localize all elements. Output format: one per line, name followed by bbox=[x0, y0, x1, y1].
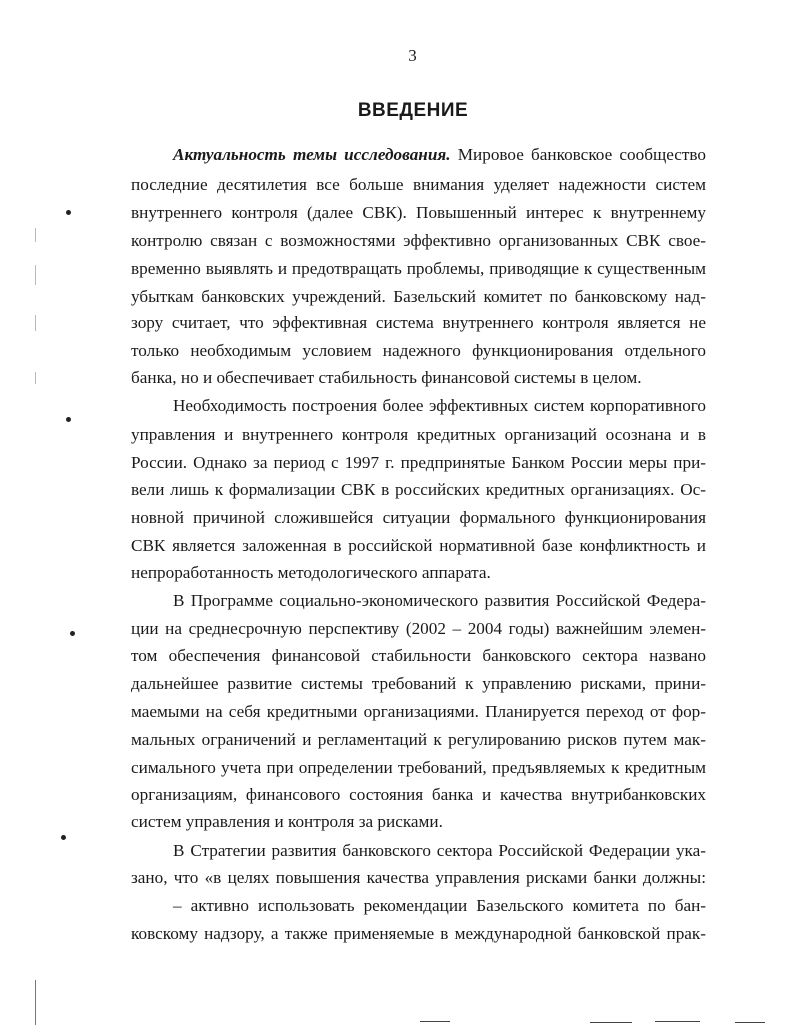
margin-dot bbox=[61, 835, 66, 840]
text-line: банка, но и обеспечивает стабильность финансовой системы в целом. bbox=[131, 368, 642, 387]
text-line: временно выявлять и предотвращать проблемы, приводящие к существенным bbox=[131, 259, 706, 278]
text-line: организациям, финансового состояния банка и качества внутрибанковских bbox=[131, 785, 706, 804]
text-line: Необходимость построения более эффективных систем корпоративного bbox=[173, 396, 706, 415]
text-line: мальных ограничений и регламентаций к регулированию рисков путем мак- bbox=[131, 730, 706, 749]
text-line: зору считает, что эффективная система внутреннего контроля является не bbox=[131, 313, 706, 332]
text-line: СВК является заложенная в российской нормативной базе конфликтность и bbox=[131, 536, 706, 555]
text-line: управления и внутреннего контроля кредитных организаций осознана и в bbox=[131, 425, 706, 444]
text-line: последние десятилетия все больше внимания уделяет надежности систем bbox=[131, 175, 706, 194]
margin-dot bbox=[70, 631, 75, 636]
margin-line bbox=[35, 980, 36, 1025]
scan-artifact bbox=[420, 1021, 450, 1022]
section-heading: ВВЕДЕНИЕ bbox=[357, 100, 469, 121]
text-line: В Программе социально-экономического развития Российской Федера- bbox=[173, 591, 706, 610]
scan-artifact bbox=[590, 1022, 632, 1023]
text-line: том обеспечения финансовой стабильности банковского сектора названо bbox=[131, 646, 706, 665]
text-line: ковскому надзору, а также применяемые в международной банковской прак- bbox=[131, 924, 706, 943]
text-line: В Стратегии развития банковского сектора Российской Федерации ука- bbox=[173, 841, 706, 860]
text-line: новной причиной сложившейся ситуации формального функционирования bbox=[131, 508, 706, 527]
scan-artifact bbox=[735, 1022, 765, 1023]
text-line: России. Однако за период с 1997 г. предпринятые Банком России меры при- bbox=[131, 453, 706, 472]
margin-dot bbox=[66, 417, 71, 422]
text-line: ции на среднесрочную перспективу (2002 – 2004 годы) важнейшим элемен- bbox=[131, 619, 706, 638]
text-line: непроработанность методологического аппарата. bbox=[131, 563, 491, 582]
margin-line bbox=[35, 228, 36, 242]
bold-lead-text: Актуальность темы исследования. bbox=[173, 145, 451, 164]
text-line: контролю связан с возможностями эффективно организованных СВК свое- bbox=[131, 231, 706, 250]
text-line: вели лишь к формализации СВК в российских кредитных организациях. Ос- bbox=[131, 480, 706, 499]
text-line: только необходимым условием надежного функционирования отдельного bbox=[131, 341, 706, 360]
text-line: зано, что «в целях повышения качества управления рисками банки должны: bbox=[131, 868, 706, 887]
text-line: – активно использовать рекомендации Базельского комитета по бан- bbox=[173, 896, 706, 915]
text-line: убыткам банковских учреждений. Базельский комитет по банковскому над- bbox=[131, 287, 706, 306]
text-line: симального учета при определении требований, предъявляемых к кредитным bbox=[131, 758, 706, 777]
text-span: Мировое банковское сообщество bbox=[450, 145, 706, 164]
scan-artifact bbox=[655, 1021, 700, 1022]
margin-line bbox=[35, 265, 36, 285]
page-number: 3 bbox=[408, 46, 417, 65]
text-line: систем управления и контроля за рисками. bbox=[131, 812, 443, 831]
text-line: дальнейшее развитие системы требований к управлению рисками, прини- bbox=[131, 674, 706, 693]
margin-line bbox=[35, 372, 36, 384]
text-line: внутреннего контроля (далее СВК). Повышенный интерес к внутреннему bbox=[131, 203, 706, 222]
margin-dot bbox=[66, 210, 71, 215]
margin-line bbox=[35, 315, 36, 331]
text-line: маемыми на себя кредитными организациями. Планируется переход от фор- bbox=[131, 702, 706, 721]
text-line bbox=[173, 145, 706, 165]
